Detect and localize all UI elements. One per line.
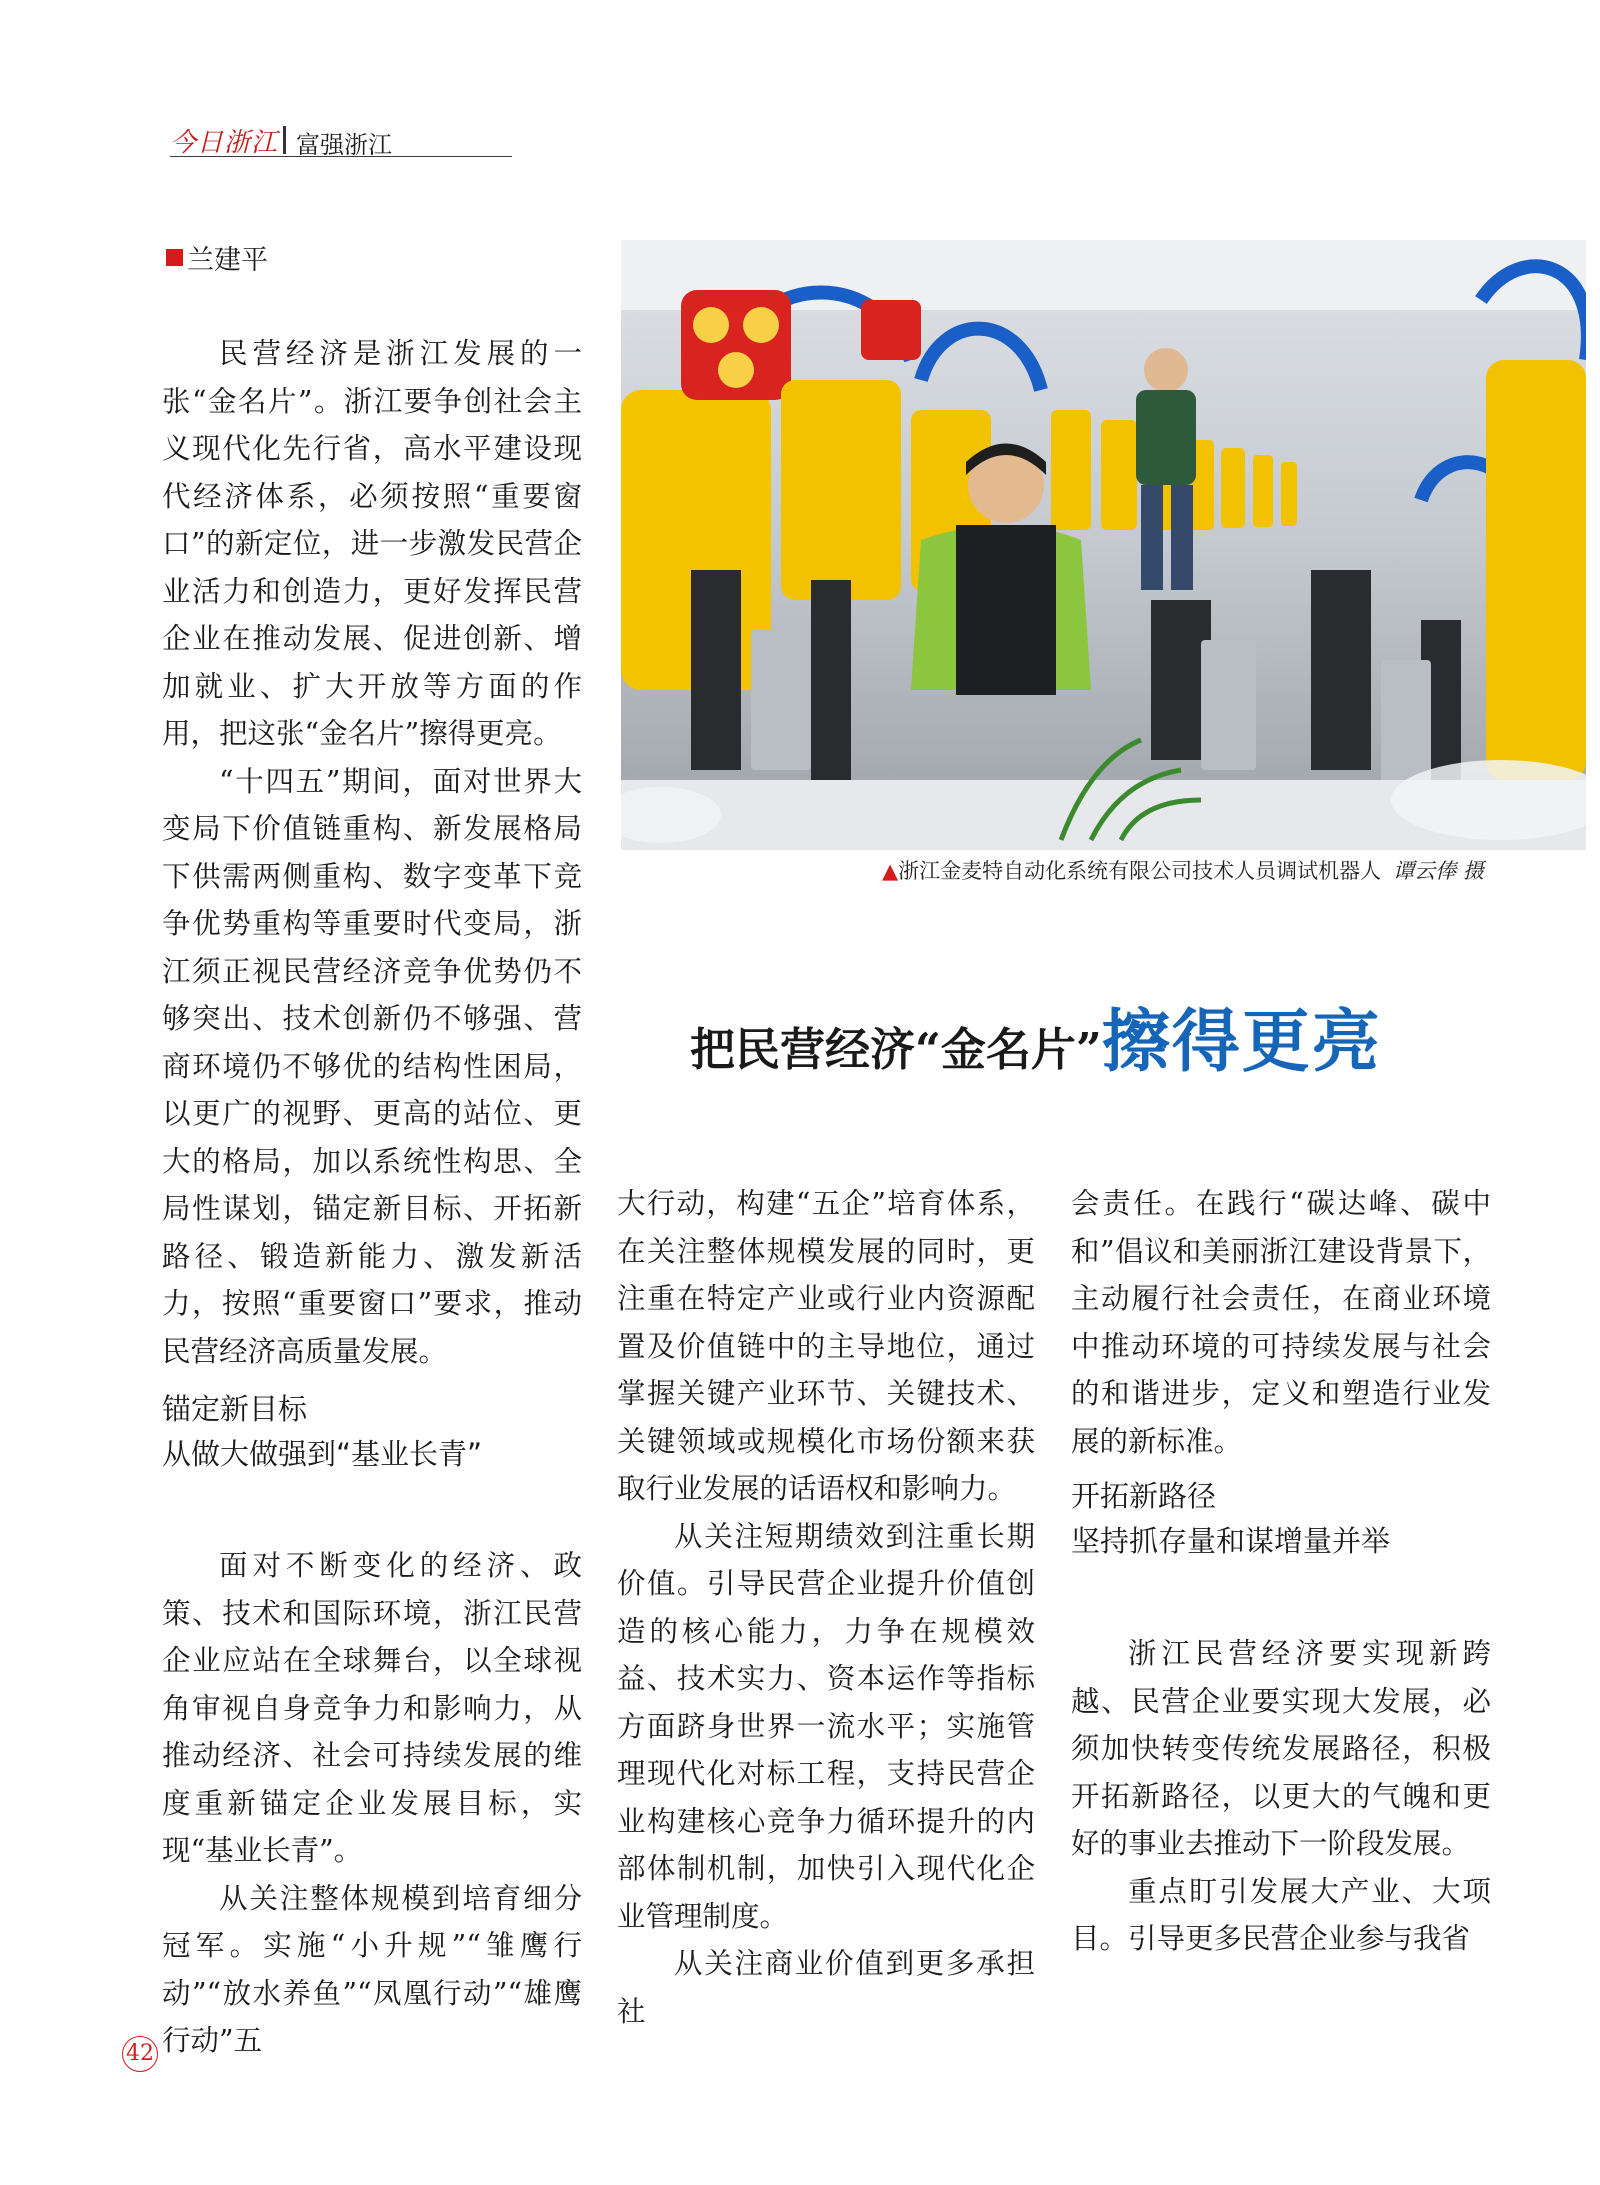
paragraph: 面对不断变化的经济、政策、技术和国际环境，浙江民营企业应站在全球舞台，以全球视角审视自身竞争力和影响力，从推动经济、社会可持续发展的维度重新锚定企业发展目标，实现“基业长青”。: [162, 1549, 582, 1867]
subheading-line: 坚持抓存量和谋增量并举: [1071, 1524, 1391, 1558]
author-name: 兰建平: [187, 245, 268, 276]
article-title: [690, 988, 1382, 1085]
running-header: [170, 122, 512, 157]
paragraph: 民营经济是浙江发展的一张“金名片”。浙江要争创社会主义现代化先行省，高水平建设现代经济体系，必须按照“重要窗口”的新定位，进一步激发民营企业活力和创造力，更好发挥民营企业在推动发展、促进创新、增加就业、扩大开放等方面的作用，把这张“金名片”擦得更亮。: [162, 337, 582, 750]
magazine-logo: 今日浙江: [170, 128, 279, 158]
paragraph: 从关注商业价值到更多承担社: [617, 1947, 1035, 2028]
section-name: 富强浙江: [296, 131, 392, 159]
paragraph: 重点盯引发展大产业、大项目。引导更多民营企业参与我省: [1071, 1874, 1491, 1955]
photo-credit: 谭云俸 摄: [1393, 859, 1484, 883]
subheading-new-path: [1071, 1474, 1390, 1564]
column-c-bottom: [1071, 1630, 1491, 1963]
author-byline: [166, 238, 268, 277]
subheading-anchor-goal: [162, 1387, 482, 1477]
title-part-1: 把民营经济“金名片”: [690, 1023, 1102, 1076]
column-c-top: [1071, 1180, 1491, 1465]
column-a-top: [162, 330, 582, 1375]
column-a-bottom: [162, 1542, 582, 2065]
subheading-line: 从做大做强到“基业长青”: [162, 1437, 483, 1471]
subheading-line: 开拓新路径: [1071, 1479, 1217, 1513]
title-part-2: 擦得更亮: [1101, 1003, 1382, 1082]
caption-text: 浙江金麦特自动化系统有限公司技术人员调试机器人: [898, 859, 1382, 883]
paragraph: 从关注整体规模到培育细分冠军。实施“小升规”“雏鹰行动”“放水养鱼”“凤凰行动”“雄鹰行动”五: [162, 1881, 582, 2057]
paragraph-continued: 大行动，构建“五企”培育体系，在关注整体规模发展的同时，更注重在特定产业或行业内资源配置及价值链中的主导地位，通过掌握关键产业环节、关键技术、关键领域或规模化市场份额来获取行业发展的话语权和影响力。: [617, 1187, 1035, 1505]
triangle-marker-icon: ▲: [882, 859, 899, 883]
subheading-line: 锚定新目标: [162, 1392, 308, 1426]
robot-factory-photo: [621, 240, 1586, 850]
photo-caption: [882, 855, 1484, 885]
paragraph: “十四五”期间，面对世界大变局下价值链重构、新发展格局下供需两侧重构、数字变革下竞争优势重构等重要时代变局，浙江须正视民营经济竞争优势仍不够突出、技术创新仍不够强、营商环境仍不够优的结构性困局，以更广的视野、更高的站位、更大的格局，加以系统性构思、全局性谋划，锚定新目标、开拓新路径、锻造新能力、激发新活力，按照“重要窗口”要求，推动民营经济高质量发展。: [162, 764, 582, 1368]
paragraph-continued: 会责任。在践行“碳达峰、碳中和”倡议和美丽浙江建设背景下，主动履行社会责任，在商业环境中推动环境的可持续发展与社会的和谐进步，定义和塑造行业发展的新标准。: [1071, 1187, 1491, 1458]
paragraph: 从关注短期绩效到注重长期价值。引导民营企业提升价值创造的核心能力，力争在规模效益、技术实力、资本运作等指标方面跻身世界一流水平；实施管理现代化对标工程，支持民营企业构建核心竞争力循环提升的内部体制机制，加快引入现代化企业管理制度。: [617, 1519, 1035, 1933]
red-square-icon: [166, 249, 183, 266]
page-number: 42: [122, 2036, 158, 2072]
photo-illustration: [621, 240, 1586, 850]
header-divider: [283, 126, 286, 154]
column-b: [617, 1180, 1035, 2035]
paragraph: 浙江民营经济要实现新跨越、民营企业要实现大发展，必须加快转变传统发展路径，积极开拓新路径，以更大的气魄和更好的事业去推动下一阶段发展。: [1071, 1637, 1491, 1860]
